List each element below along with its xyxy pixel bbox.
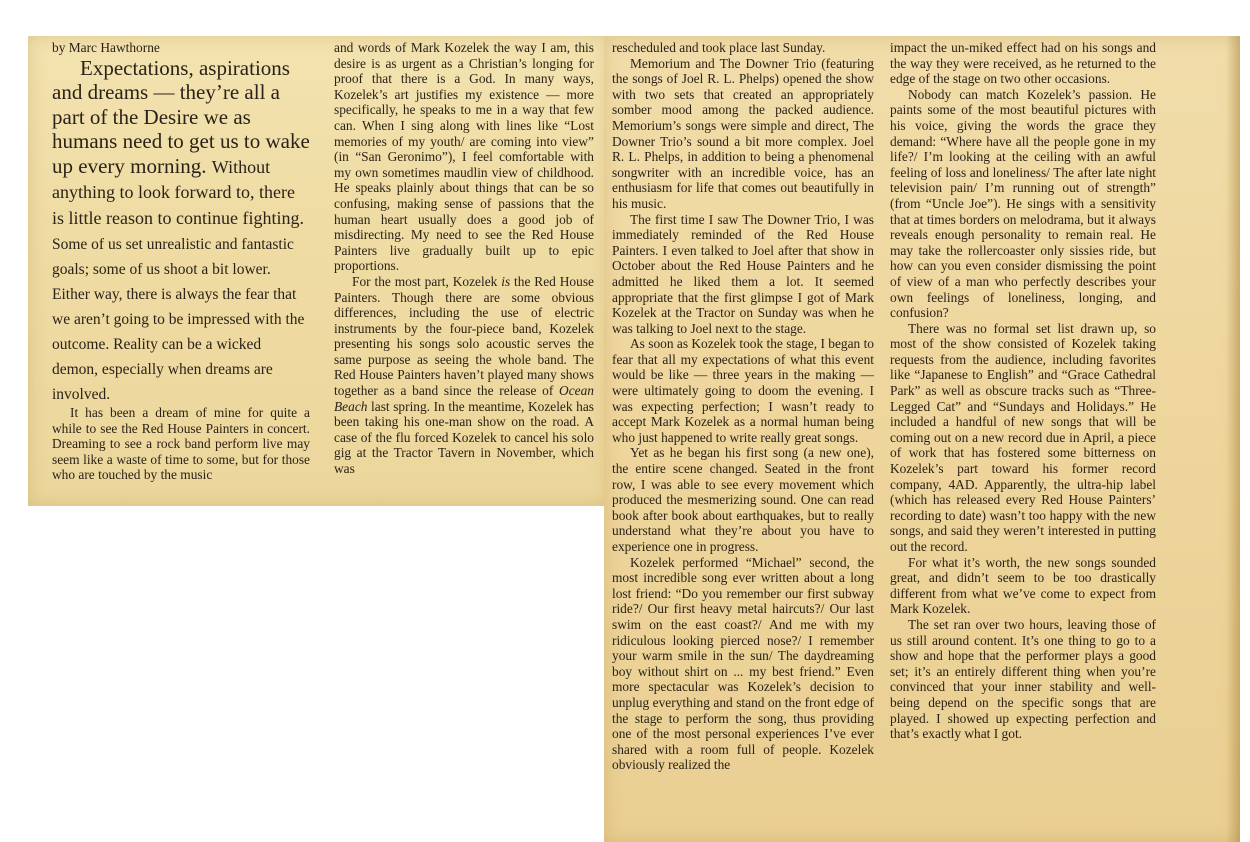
paragraph: Yet as he began his first song (a new one), the entire scene changed. Seated in the front row, I was able to see every movement which produced the mesmerizing sound. One can read book after book about earthquakes, but to really understand what they’re about you have to experience one in progress.: [612, 445, 874, 554]
article-column-1: [52, 40, 310, 483]
paragraph: There was no formal set list drawn up, so most of the show consisted of Kozelek taking requests from the audience, including favorites like “Japanese to English” and “Grace Cathedral Park” as well as obscure tracks such as “Three-Legged Cat” and “Sundays and Holidays.” He included a handful of new songs that will be coming out on a new record due in April, a piece of work that has fostered some bitterness on Kozelek’s part toward his former record company, 4AD. Apparently, the ultra-hip label (which has released every Red House Painters’ recording to date) wasn’t too happy with the new songs, and said they weren’t interested in putting out the record.: [890, 320, 1156, 554]
paragraph: Memorium and The Downer Trio (featuring the songs of Joel R. L. Phelps) opened the show with two sets that created an appropriately somber mood among the packed audience. Memorium’s songs were simple and direct, The Downer Trio’s sound a bit more complex. Joel R. L. Phelps, in addition to being a phenomenal songwriter with an incredible voice, has an enthusiasm for life that comes out beautifully in his music.: [612, 55, 874, 211]
paragraph: It has been a dream of mine for quite a while to see the Red House Painters in concert. Dreaming to see a rock band perform live may seem like a waste of time to some, but for those who are touched by the music: [52, 405, 310, 483]
paragraph: and words of Mark Kozelek the way I am, this desire is as urgent as a Christian’s longing for proof that there is a God. In many ways, Kozelek’s art justifies my existence — more specifically, he speaks to me in a way that few can. When I sing along with lines like “Lost memories of my youth/ are coming into view” (in “San Geronimo”), I feel comfortable with my own sometimes maudlin view of childhood. He speaks plainly about things that can be so confusing, making sense of passions that the human heart usually does a good job of misdirecting. My need to see the Red House Painters live gradually built up to epic proportions.: [334, 40, 594, 274]
lead-paragraph: [52, 56, 310, 406]
paragraph: The set ran over two hours, leaving those of us still around content. It’s one thing to go to a show and hope that the performer plays a good set; it’s an entirely different thing when you’re convinced that your inner stability and well-being depend on the specific songs that are played. I showed up expecting perfection and that’s exactly what I got.: [890, 616, 1156, 742]
paragraph: rescheduled and took place last Sunday.: [612, 40, 826, 55]
paragraph: The first time I saw The Downer Trio, I was immediately reminded of the Red House Painters. I even talked to Joel after that show in October about the Red House Painters and he admitted he liked them a lot. It seemed appropriate that the first glimpse I got of Mark Kozelek at the Tractor on Sunday was when he was talking to Joel next to the stage.: [612, 211, 874, 336]
emphasis: is: [501, 273, 511, 289]
article-column-4: [890, 40, 1156, 742]
lead-sentence-1: Expectations, aspirations and dreams — they’re all a part of the Desire we as humans need to get us to wake up every morning.: [52, 55, 310, 178]
text-run: last spring. In the meantime, Kozelek has been taking his one-man show on the road. A case of the flu forced Kozelek to cancel his solo gig at the Tractor Tavern in November, which was: [334, 398, 594, 477]
article-column-3: [612, 40, 874, 773]
paragraph: For what it’s worth, the new songs sounded great, and didn’t seem to be too drastically different from what we’ve come to expect from Mark Kozelek.: [890, 554, 1156, 617]
paragraph: [334, 274, 594, 477]
album-title: Ocean Beach: [334, 383, 594, 414]
paragraph: As soon as Kozelek took the stage, I began to fear that all my expectations of what this event would be like — three years in the making — were ultimately going to doom the evening. I was expecting perfection; I wasn’t ready to accept Mark Kozelek as a normal human being who just happened to write really great songs.: [612, 336, 874, 445]
byline: by Marc Hawthorne: [52, 40, 160, 55]
paragraph: Kozelek performed “Michael” second, the most incredible song ever written about a long lost friend: “Do you remember our first subway ride?/ Our first heavy metal haircuts?/ Our last swim on the east coast?/ And me with my ridiculous looking pierced nose?/ I remember your warm smile in the sun/ The daydreaming boy without shirt on ... my best friend.” Even more spectacular was Kozelek’s decision to unplug everything and stand on the front edge of the stage to perform the song, thus providing one of the most personal experiences I’ve ever shared with a room full of people. Kozelek obviously realized the: [612, 554, 874, 773]
text-run: the Red House Painters. Though there are some obvious differences, including the use of electric instruments by the four-piece band, Kozelek presenting his songs solo acoustic serves the same purpose as seeing the whole band. The Red House Painters haven’t played many shows together as a band since the release of: [334, 273, 594, 399]
article-column-2: [334, 40, 594, 477]
lead-sentence-2: Without anything to look forward to, there is little reason to continue fighting.: [52, 156, 304, 228]
paragraph: impact the un-miked effect had on his songs and the way they were received, as he returned to the edge of the stage on two other occasions.: [890, 40, 1156, 87]
paragraph: Nobody can match Kozelek’s passion. He paints some of the most beautiful pictures with his voice, giving the words the grace they demand: “Where have all the people gone in my life?/ I’m looking at the ceiling with an awful feeling of loss and loneliness/ The after late night television pain/ I’m running out of strength” (from “Uncle Joe”). He sings with a sensitivity that at times borders on melodrama, but it always reveals enough personality to remain real. He may take the rollercoaster only sissies ride, but how can you even consider dismissing the point of view of a man who perfectly describes your own feelings of loneliness, longing, and confusion?: [890, 86, 1156, 321]
text-run: For the most part, Kozelek: [352, 273, 502, 289]
lead-sentence-3: Some of us set unrealistic and fantastic goals; some of us shoot a bit lower. Either way, there is always the fear that we aren’t going to be impressed with the outcome. Reality can be a wicked demon, especially when dreams are involved.: [52, 236, 305, 404]
